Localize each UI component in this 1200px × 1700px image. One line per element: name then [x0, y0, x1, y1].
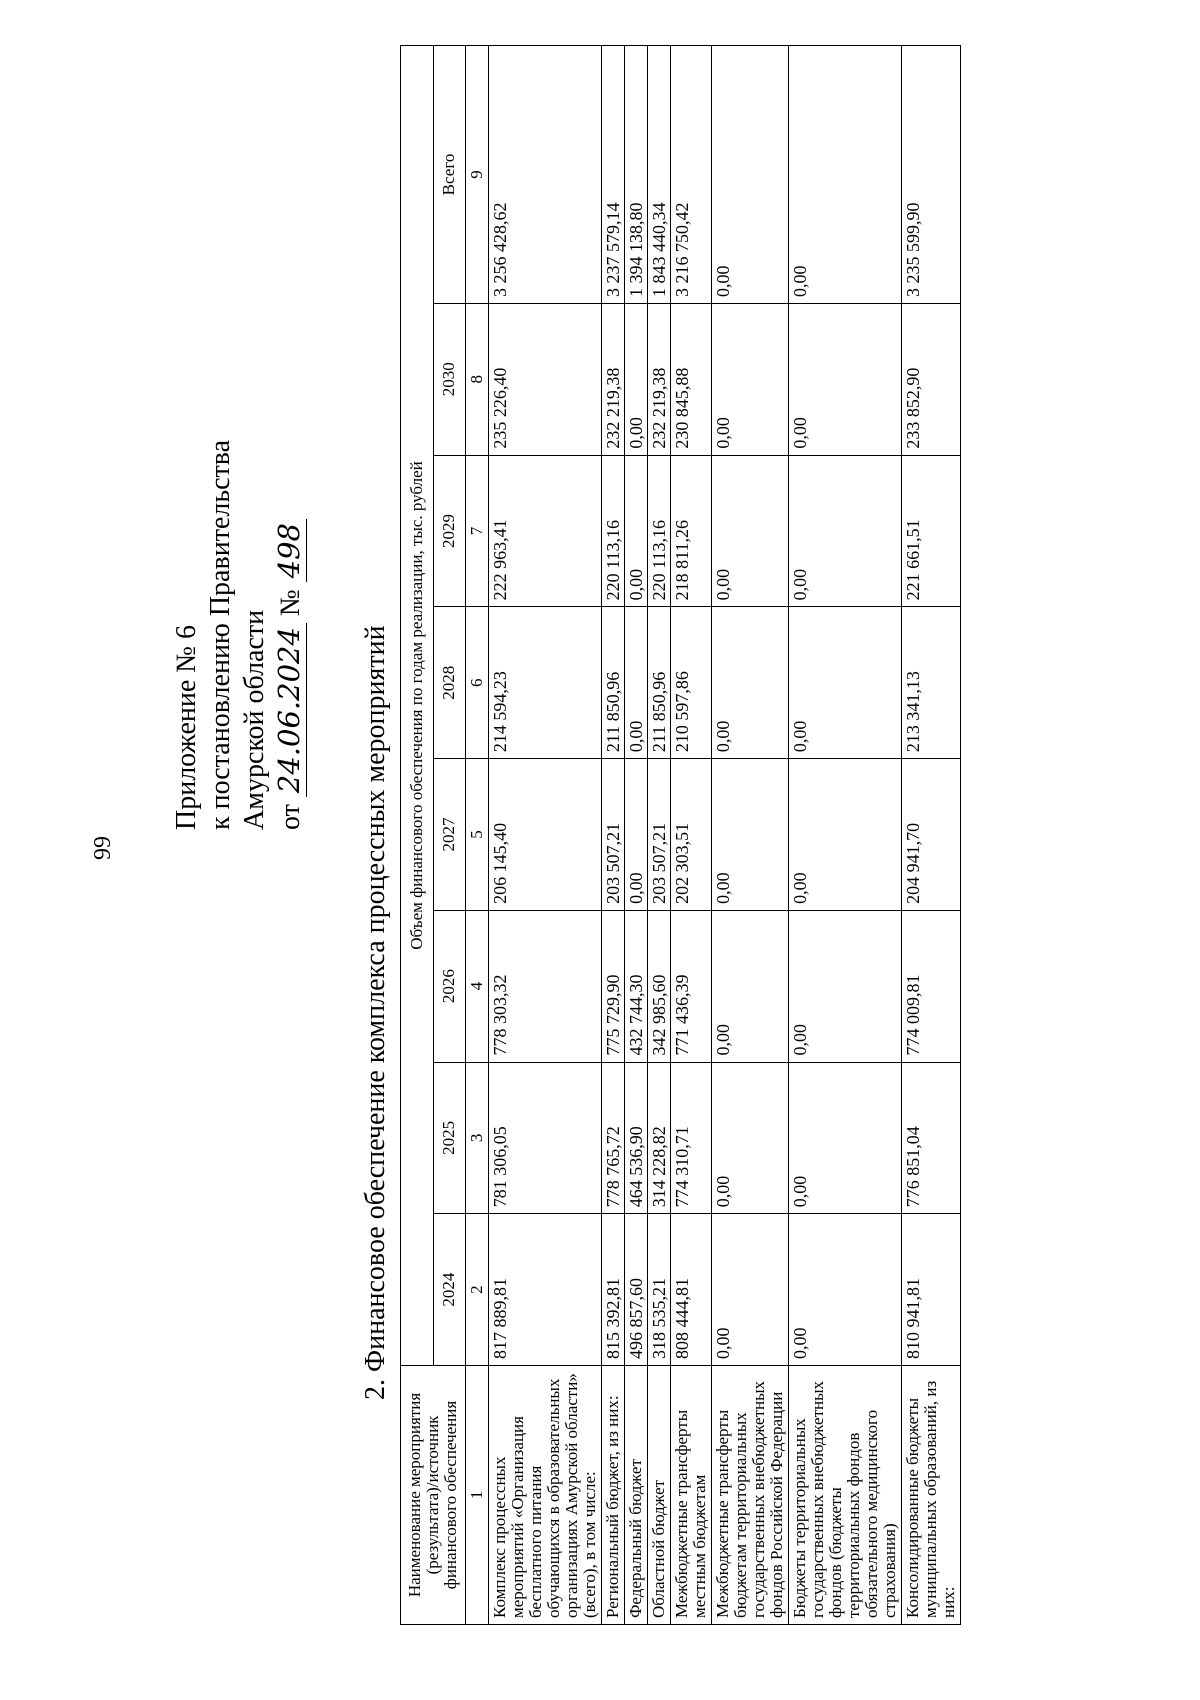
row-value: 775 729,90 — [602, 910, 625, 1062]
column-number: 7 — [466, 455, 489, 607]
row-value: 213 341,13 — [902, 607, 961, 759]
row-value: 776 851,04 — [902, 1062, 961, 1214]
date-prefix: от — [275, 804, 306, 830]
row-value: 432 744,30 — [625, 910, 648, 1062]
row-value: 233 852,90 — [902, 303, 961, 455]
row-value: 0,00 — [625, 303, 648, 455]
year-header: 2029 — [433, 455, 466, 607]
volume-header: Объем финансового обеспечения по годам реализации, тыс. рублей — [401, 46, 434, 1366]
appendix-line-1: Приложение № 6 — [171, 625, 202, 830]
row-name: Региональный бюджет, из них: — [602, 1365, 625, 1624]
table-row — [902, 46, 961, 1625]
row-value: 235 226,40 — [489, 303, 602, 455]
row-value: 204 941,70 — [902, 759, 961, 911]
document-title: 2. Финансовое обеспечение комплекса процессных мероприятий — [360, 625, 391, 1400]
row-value: 203 507,21 — [602, 759, 625, 911]
row-name: Межбюджетные трансферты местным бюджетам — [671, 1365, 712, 1624]
row-value: 203 507,21 — [648, 759, 671, 911]
row-value: 222 963,41 — [489, 455, 602, 607]
handwritten-number: 498 — [272, 519, 307, 582]
page-number: 99 — [90, 836, 116, 860]
row-value: 464 536,90 — [625, 1062, 648, 1214]
row-name: Областной бюджет — [648, 1365, 671, 1624]
column-number: 6 — [466, 607, 489, 759]
row-value: 0,00 — [789, 1062, 902, 1214]
row-value: 220 113,16 — [648, 455, 671, 607]
column-number: 8 — [466, 303, 489, 455]
row-name: Федеральный бюджет — [625, 1365, 648, 1624]
row-name: Межбюджетные трансферты бюджетам территориальных государственных внебюджетных фондов Российской Федерации — [712, 1365, 789, 1624]
row-value: 3 256 428,62 — [489, 46, 602, 304]
column-number-row — [466, 46, 489, 1625]
row-value: 211 850,96 — [602, 607, 625, 759]
financing-table — [400, 45, 961, 1625]
row-value: 214 594,23 — [489, 607, 602, 759]
row-value: 220 113,16 — [602, 455, 625, 607]
year-header: Всего — [433, 46, 466, 304]
column-number: 4 — [466, 910, 489, 1062]
appendix-line-3: Амурской области — [239, 609, 270, 830]
row-value: 817 889,81 — [489, 1214, 602, 1366]
row-value: 781 306,05 — [489, 1062, 602, 1214]
column-number: 9 — [466, 46, 489, 304]
table-row — [625, 46, 648, 1625]
row-value: 0,00 — [712, 303, 789, 455]
year-header: 2027 — [433, 759, 466, 911]
row-value: 0,00 — [712, 1214, 789, 1366]
row-value: 0,00 — [789, 910, 902, 1062]
column-number: 2 — [466, 1214, 489, 1366]
row-value: 496 857,60 — [625, 1214, 648, 1366]
row-value: 318 535,21 — [648, 1214, 671, 1366]
year-header: 2028 — [433, 607, 466, 759]
row-value: 342 985,60 — [648, 910, 671, 1062]
name-column-header: Наименование мероприятия (результата)/источник финансового обеспечения — [401, 1365, 466, 1624]
year-header: 2030 — [433, 303, 466, 455]
number-prefix: № — [275, 589, 306, 617]
row-value: 210 597,86 — [671, 607, 712, 759]
column-number: 5 — [466, 759, 489, 911]
row-value: 808 444,81 — [671, 1214, 712, 1366]
row-value: 0,00 — [712, 1062, 789, 1214]
column-number: 3 — [466, 1062, 489, 1214]
row-value: 0,00 — [712, 455, 789, 607]
row-value: 778 303,32 — [489, 910, 602, 1062]
year-header: 2025 — [433, 1062, 466, 1214]
row-value: 0,00 — [789, 607, 902, 759]
row-value: 202 303,51 — [671, 759, 712, 911]
row-value: 0,00 — [789, 46, 902, 304]
row-value: 774 009,81 — [902, 910, 961, 1062]
row-value: 0,00 — [789, 303, 902, 455]
row-value: 230 845,88 — [671, 303, 712, 455]
row-name: Комплекс процессных мероприятий «Организация бесплатного питания обучающихся в образовательных организациях Амурской области» (всего), в том числе: — [489, 1365, 602, 1624]
row-value: 0,00 — [712, 759, 789, 911]
appendix-line-2: к постановлению Правительства — [205, 439, 236, 830]
row-value: 3 237 579,14 — [602, 46, 625, 304]
row-value: 211 850,96 — [648, 607, 671, 759]
handwritten-date: 24.06.2024 — [272, 623, 307, 797]
appendix-block — [170, 440, 308, 830]
row-value: 3 216 750,42 — [671, 46, 712, 304]
row-value: 232 219,38 — [648, 303, 671, 455]
row-value: 0,00 — [625, 455, 648, 607]
table-row — [489, 46, 602, 1625]
row-value: 0,00 — [625, 759, 648, 911]
row-value: 0,00 — [625, 607, 648, 759]
row-value: 815 392,81 — [602, 1214, 625, 1366]
row-value: 221 661,51 — [902, 455, 961, 607]
header-row-1 — [401, 46, 434, 1625]
year-header: 2026 — [433, 910, 466, 1062]
row-name: Консолидированные бюджеты муниципальных образований, из них: — [902, 1365, 961, 1624]
row-value: 232 219,38 — [602, 303, 625, 455]
row-value: 1 394 138,80 — [625, 46, 648, 304]
row-value: 778 765,72 — [602, 1062, 625, 1214]
row-value: 0,00 — [789, 759, 902, 911]
table-row — [648, 46, 671, 1625]
row-value: 206 145,40 — [489, 759, 602, 911]
row-value: 3 235 599,90 — [902, 46, 961, 304]
row-value: 218 811,26 — [671, 455, 712, 607]
row-value: 774 310,71 — [671, 1062, 712, 1214]
row-value: 1 843 440,34 — [648, 46, 671, 304]
table-row — [789, 46, 902, 1625]
row-value: 0,00 — [789, 1214, 902, 1366]
column-number: 1 — [466, 1365, 489, 1624]
appendix-date-line — [272, 440, 308, 830]
financing-table-body — [401, 46, 961, 1625]
row-value: 0,00 — [789, 455, 902, 607]
row-value: 314 228,82 — [648, 1062, 671, 1214]
row-value: 0,00 — [712, 910, 789, 1062]
row-value: 0,00 — [712, 46, 789, 304]
table-row — [602, 46, 625, 1625]
row-value: 771 436,39 — [671, 910, 712, 1062]
table-row — [671, 46, 712, 1625]
table-row — [712, 46, 789, 1625]
row-name: Бюджеты территориальных государственных внебюджетных фондов (бюджеты территориальных фондов обязательного медицинского страхования) — [789, 1365, 902, 1624]
year-header: 2024 — [433, 1214, 466, 1366]
row-value: 0,00 — [712, 607, 789, 759]
row-value: 810 941,81 — [902, 1214, 961, 1366]
